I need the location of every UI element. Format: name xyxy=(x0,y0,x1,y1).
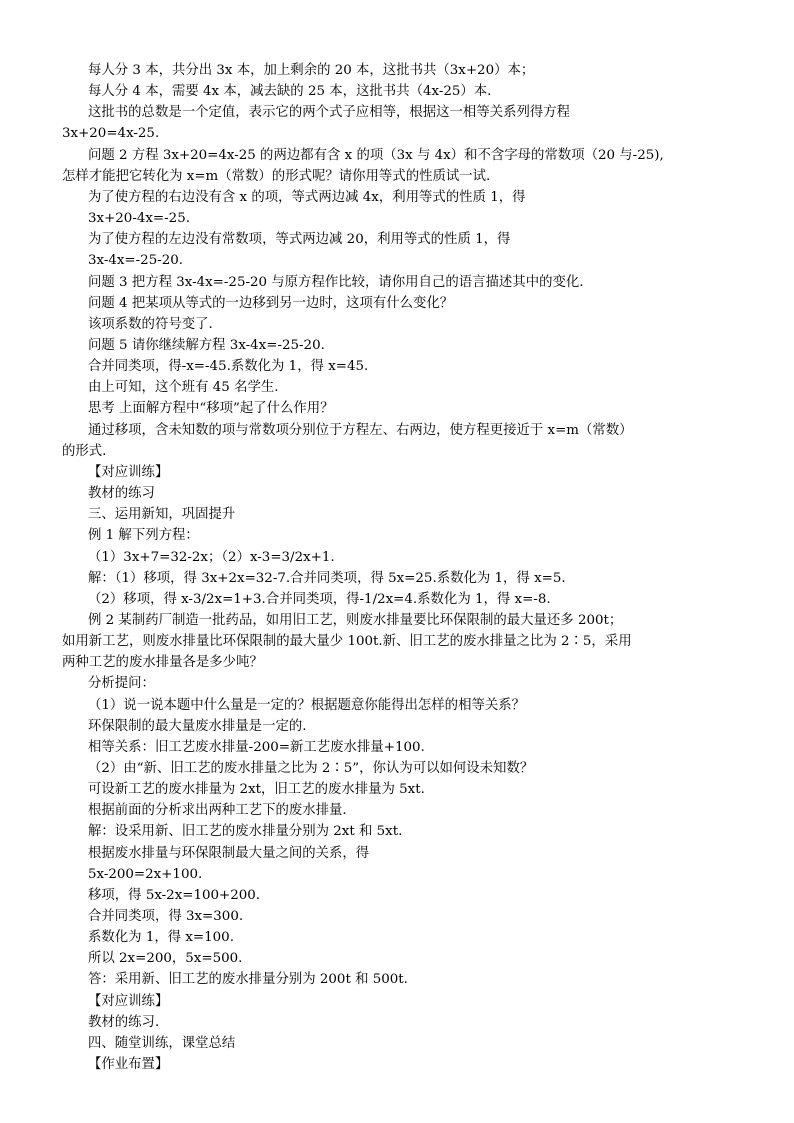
text-line: 由上可知，这个班有 45 名学生. xyxy=(88,380,279,396)
text-line: 根据废水排量与环保限制最大量之间的关系，得 xyxy=(88,845,370,861)
text-line: （1）3x+7=32-2x；（2）x-3=3/2x+1. xyxy=(88,549,335,565)
text-line: 相等关系：旧工艺废水排量-200=新工艺废水排量+100. xyxy=(88,739,425,755)
text-line: 可设新工艺的废水排量为 2xt，旧工艺的废水排量为 5xt. xyxy=(88,782,425,798)
text-line: （2）由“新、旧工艺的废水排量之比为 2∶5”，你认为可以如何设未知数？ xyxy=(88,760,534,776)
text-line: 5x-200=2x+100. xyxy=(88,866,203,882)
text-line: 该项系数的符号变了. xyxy=(88,316,213,332)
text-line: 为了使方程的左边没有常数项，等式两边减 20，利用等式的性质 1，得 xyxy=(88,232,511,248)
text-line: 解：设采用新、旧工艺的废水排量分别为 2xt 和 5xt. xyxy=(88,824,403,840)
text-line: 3x-4x=-25-20. xyxy=(88,253,184,269)
text-line: 移项，得 5x-2x=100+200. xyxy=(88,887,261,903)
text-line: 例 2 某制药厂制造一批药品，如用旧工艺，则废水排量要比环保限制的最大量还多 200t； xyxy=(88,612,623,628)
text-line: 合并同类项，得 3x=300. xyxy=(88,909,244,924)
text-line: 教材的练习. xyxy=(88,1014,160,1030)
text-line: 问题 5 请你继续解方程 3x-4x=-25-20. xyxy=(88,337,325,353)
text-line: 两种工艺的废水排量各是多少吨？ xyxy=(62,655,263,671)
text-line: 【对应训练】 xyxy=(88,464,169,480)
text-line: 所以 2x=200，5x=500. xyxy=(88,951,243,967)
text-line: 【对应训练】 xyxy=(88,993,169,1009)
text-line: 问题 4 把某项从等式的一边移到另一边时，这项有什么变化？ xyxy=(88,295,454,311)
text-line: 每人分 4 本，需要 4x 本，减去缺的 25 本，这批书共（4x-25）本. xyxy=(88,84,492,100)
text-line: 解：（1）移项，得 3x+2x=32-7.合并同类项，得 5x=25.系数化为 1，得 x=5. xyxy=(88,570,566,586)
text-line: （1）说一说本题中什么量是一定的？根据题意你能得出怎样的相等关系？ xyxy=(88,697,526,713)
text-line: 3x+20-4x=-25. xyxy=(88,211,190,226)
text-line: 教材的练习 xyxy=(88,486,155,501)
text-line: 为了使方程的右边没有含 x 的项，等式两边减 4x，利用等式的性质 1，得 xyxy=(88,189,526,205)
text-line: 例 1 解下列方程： xyxy=(88,528,199,544)
text-line: 三、运用新知，巩固提升 xyxy=(88,507,236,523)
text-line: 四、随堂训练，课堂总结 xyxy=(88,1035,236,1051)
text-line: 系数化为 1，得 x=100. xyxy=(88,930,234,946)
text-line: 每人分 3 本，共分出 3x 本，加上剩余的 20 本，这批书共（3x+20）本； xyxy=(88,63,535,78)
text-line: 如用新工艺，则废水排量比环保限制的最大量少 100t.新、旧工艺的废水排量之比为 2∶5，采用 xyxy=(62,634,632,649)
text-line: 的形式. xyxy=(62,443,107,459)
text-line: 分析提问： xyxy=(88,676,155,692)
text-line: 根据前面的分析求出两种工艺下的废水排量. xyxy=(88,803,347,819)
text-line: 问题 2 方程 3x+20=4x-25 的两边都有含 x 的项（3x 与 4x）和不含字母的常数项（20 与-25), xyxy=(88,147,664,163)
text-line: （2）移项，得 x-3/2x=1+3.合并同类项，得-1/2x=4.系数化为 1，得 x=-8. xyxy=(88,591,551,607)
text-line: 答：采用新、旧工艺的废水排量分别为 200t 和 500t. xyxy=(88,972,408,988)
text-line: 合并同类项，得-x=-45.系数化为 1，得 x=45. xyxy=(88,359,369,375)
text-line: 思考 上面解方程中“移项”起了什么作用？ xyxy=(88,401,334,417)
text-line: 问题 3 把方程 3x-4x=-25-20 与原方程作比较，请你用自己的语言描述其中的变化. xyxy=(88,274,584,290)
text-line: 通过移项，含未知数的项与常数项分别位于方程左、右两边，使方程更接近于 x=m（常数） xyxy=(88,422,633,438)
text-line: 3x+20=4x-25. xyxy=(62,126,160,142)
text-line: 环保限制的最大量废水排量是一定的. xyxy=(88,718,307,734)
text-line: 【作业布置】 xyxy=(88,1057,169,1072)
text-line: 怎样才能把它转化为 x=m（常数）的形式呢？请你用等式的性质试一试. xyxy=(62,168,491,184)
text-line: 这批书的总数是一个定值，表示它的两个式子应相等，根据这一相等关系列得方程 xyxy=(88,105,571,121)
